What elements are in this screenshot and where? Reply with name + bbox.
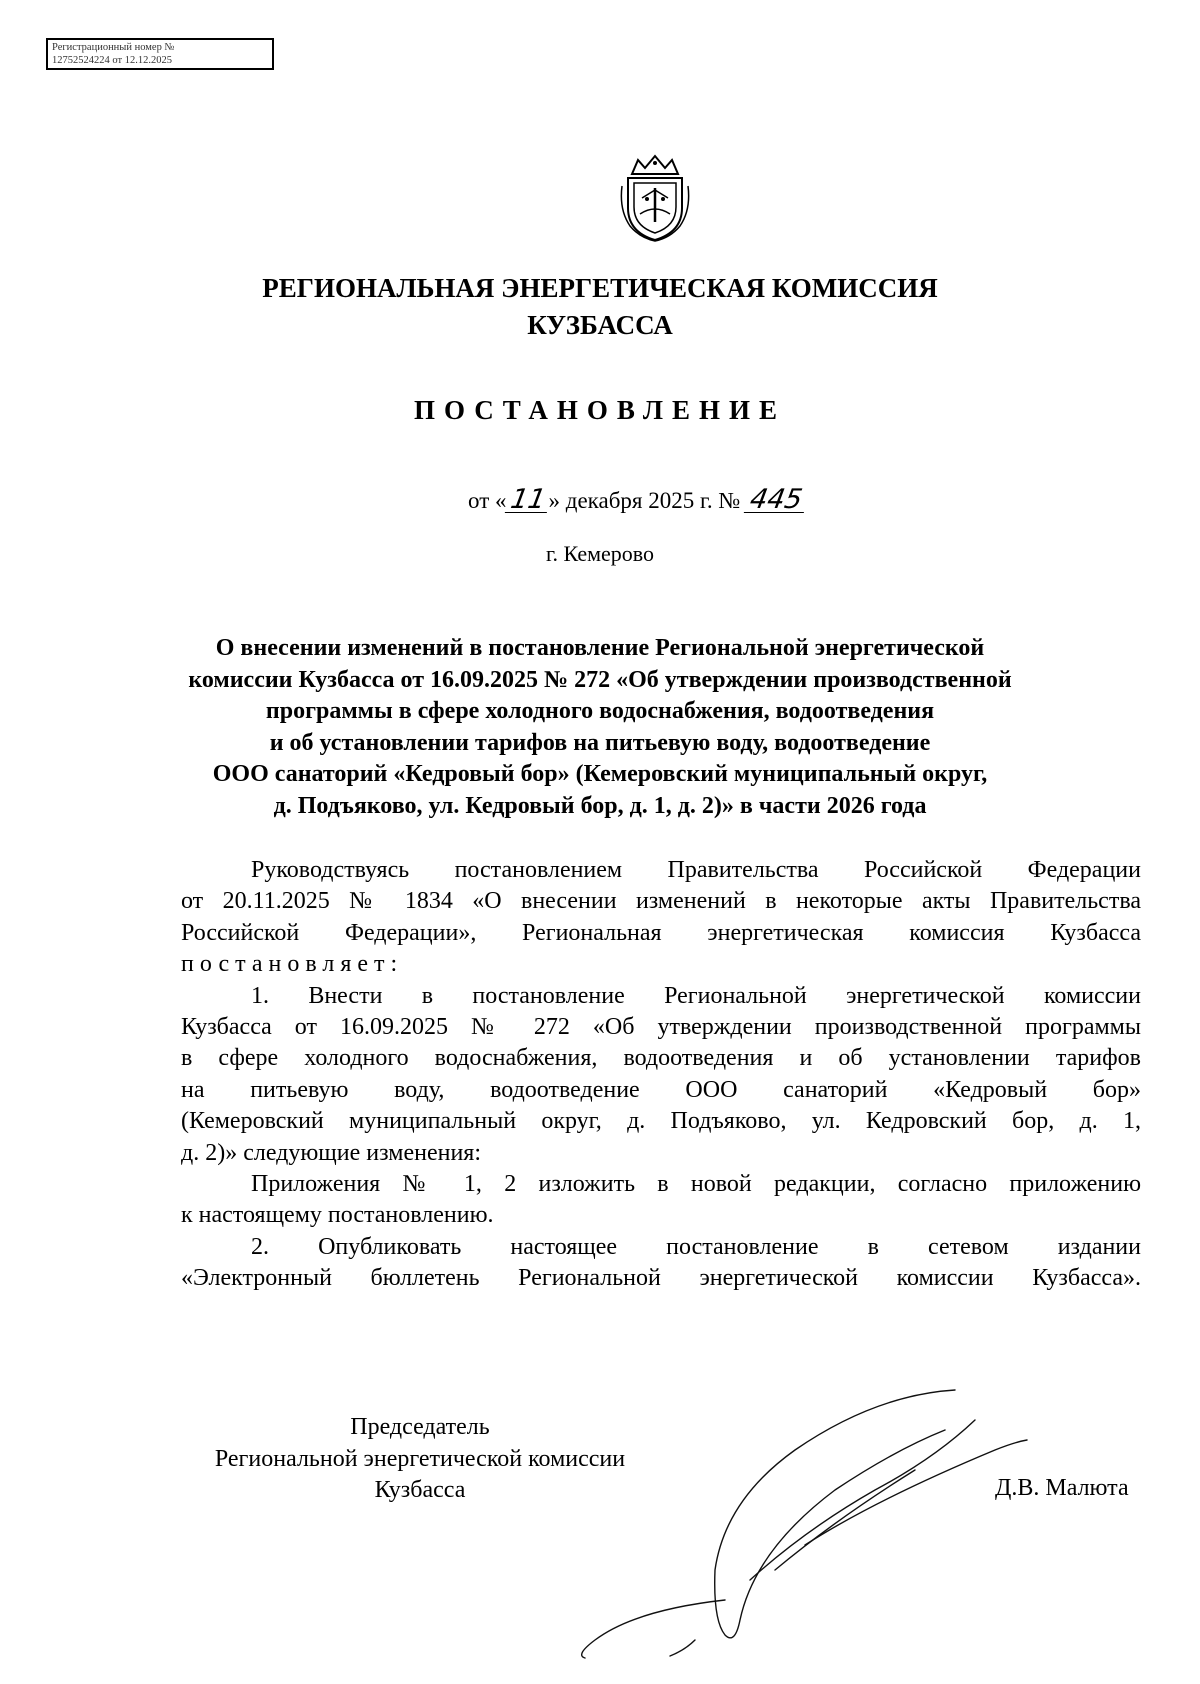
body-line: 2. Опубликовать настоящее постановление в сетевом издании: [251, 1233, 1141, 1260]
date-prefix: от «: [468, 488, 507, 513]
body-line: Приложения № 1, 2 изложить в новой редакции, согласно приложению: [251, 1171, 1141, 1198]
title-line: О внесении изменений в постановление Региональной энергетической: [215, 635, 985, 661]
registration-line-1: Регистрационный номер №: [52, 42, 175, 53]
body-line: к настоящему постановлению.: [181, 1202, 494, 1229]
body-line: Руководствуясь постановлением Правительства Российской Федерации: [251, 857, 1141, 883]
body-line: Кузбасса от 16.09.2025 № 272 «Об утверждении производственной программы: [181, 1014, 1141, 1041]
kuzbass-coat-of-arms-icon: [618, 152, 692, 242]
handwritten-number: 445: [744, 488, 808, 513]
body-line: на питьевую воду, водоотведение ООО санаторий «Кедровый бор»: [181, 1076, 1141, 1103]
body-line: постановляет:: [181, 951, 404, 978]
organization-name: [0, 270, 1200, 344]
title-line: и об установлении тарифов на питьевую воду, водоотведение: [269, 729, 931, 756]
position-line-3: Кузбасса: [374, 1477, 466, 1503]
body-line: от 20.11.2025 № 1834 «О внесении изменений в некоторые акты Правительства: [181, 888, 1141, 915]
organization-line-2: КУЗБАССА: [527, 310, 673, 340]
body-line: «Электронный бюллетень Региональной энергетической комиссии Кузбасса».: [181, 1265, 1141, 1292]
body-line: (Кемеровский муниципальный округ, д. Подъяково, ул. Кедровский бор, д. 1,: [181, 1108, 1141, 1135]
handwritten-day: 11: [504, 488, 550, 513]
handwritten-signature: [575, 1380, 1035, 1660]
title-line: программы в сфере холодного водоснабжения, водоотведения: [265, 698, 935, 724]
document-title: [160, 633, 1040, 822]
body-line: 1. Внести в постановление Региональной энергетической комиссии: [251, 982, 1141, 1009]
document-body: [181, 855, 1141, 1295]
position-line-1: Председатель: [350, 1414, 490, 1440]
title-line: ООО санаторий «Кедровый бор» (Кемеровский муниципальный округ,: [212, 761, 988, 787]
organization-line-1: РЕГИОНАЛЬНАЯ ЭНЕРГЕТИЧЕСКАЯ КОМИССИЯ: [262, 273, 938, 303]
date-middle: » декабря 2025 г. №: [548, 488, 747, 513]
body-line: д. 2)» следующие изменения:: [181, 1139, 481, 1166]
registration-stamp: [46, 38, 274, 70]
document-date-line: [468, 484, 806, 515]
signer-name: Д.В. Малюта: [995, 1475, 1129, 1501]
city: г. Кемерово: [545, 541, 655, 566]
title-line: д. Подъяково, ул. Кедровый бор, д. 1, д. 2)» в части 2026 года: [273, 792, 927, 819]
body-line: в сфере холодного водоснабжения, водоотведения и об установлении тарифов: [181, 1045, 1141, 1072]
document-type: ПОСТАНОВЛЕНИЕ: [413, 395, 787, 425]
position-line-2: Региональной энергетической комиссии: [214, 1445, 626, 1472]
registration-line-2: 12752524224 от 12.12.2025: [52, 55, 172, 66]
body-line: Российской Федерации», Региональная энергетическая комиссия Кузбасса: [181, 919, 1141, 946]
title-line: комиссии Кузбасса от 16.09.2025 № 272 «Об утверждении производственной: [188, 666, 1012, 693]
